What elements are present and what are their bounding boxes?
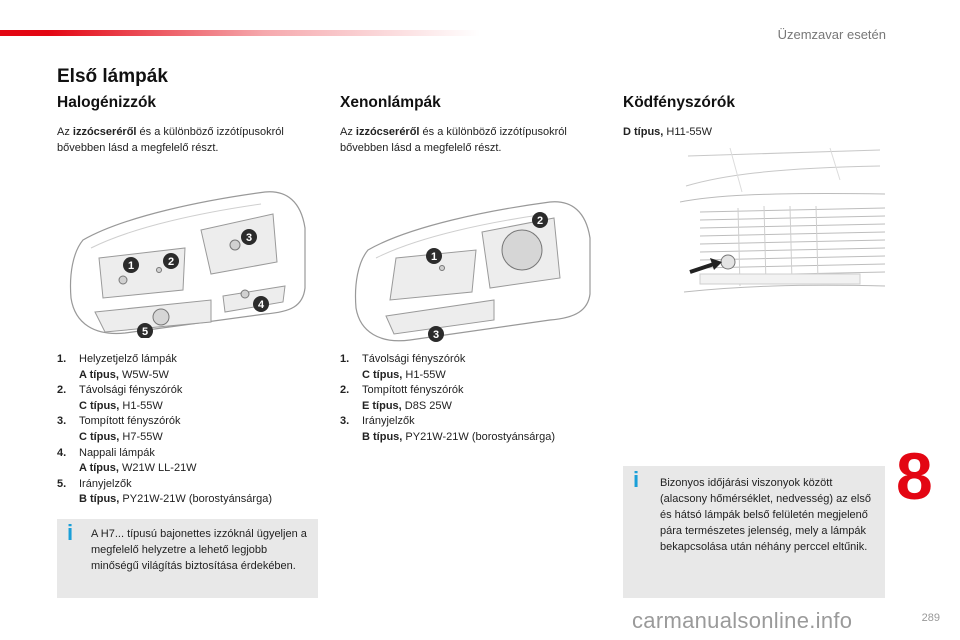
list-item: 2. Tompított fényszórók E típus, D8S 25W bbox=[340, 384, 464, 412]
fog-title: Ködfényszórók bbox=[623, 94, 735, 111]
svg-text:3: 3 bbox=[245, 232, 253, 244]
xenon-lamp-list bbox=[340, 352, 610, 446]
xenon-column bbox=[340, 94, 610, 156]
halogen-info-text: A H7... típusú bajonettes izzóknál ügyeljen a megfelelő helyzetre a lehető legjobb minőségű világítás biztosítása érdekében. bbox=[91, 528, 307, 572]
chapter-number: 8 bbox=[896, 439, 933, 513]
fog-column bbox=[623, 94, 893, 140]
svg-text:4: 4 bbox=[257, 299, 265, 311]
list-item: 2. Távolsági fényszórók C típus, H1-55W bbox=[57, 384, 183, 412]
halogen-headlamp-figure bbox=[65, 188, 315, 338]
xenon-callout-2 bbox=[532, 212, 548, 228]
fog-type: D típus, H11-55W bbox=[623, 126, 713, 138]
list-item: 4. Nappali lámpák A típus, W21W LL-21W bbox=[57, 446, 197, 475]
watermark: carmanualsonline.info bbox=[632, 608, 853, 633]
halogen-column bbox=[57, 94, 327, 156]
list-item: 5. Irányjelzők B típus, PY21W-21W (borostyánsárga) bbox=[57, 477, 272, 506]
section-header: Üzemzavar esetén bbox=[777, 27, 886, 42]
halogen-intro: Az izzócseréről és a különböző izzótípusokról bővebben lásd a megfelelő részt. bbox=[57, 126, 284, 154]
xenon-callout-1 bbox=[426, 248, 442, 264]
halogen-callout-3 bbox=[241, 229, 257, 245]
halogen-title: Halogénizzók bbox=[57, 94, 157, 111]
halogen-callout-4 bbox=[253, 296, 269, 312]
xenon-callout-3 bbox=[428, 326, 444, 342]
xenon-headlamp-figure bbox=[350, 198, 600, 346]
list-item: 1. Helyzetjelző lámpák A típus, W5W-5W bbox=[57, 353, 177, 381]
svg-text:2: 2 bbox=[536, 215, 544, 227]
halogen-lamp-list bbox=[57, 352, 322, 508]
info-icon: i bbox=[67, 520, 74, 545]
info-icon: i bbox=[633, 467, 640, 492]
svg-text:2: 2 bbox=[167, 256, 175, 268]
page-number: 289 bbox=[921, 612, 940, 624]
list-item: 1. Távolsági fényszórók C típus, H1-55W bbox=[340, 353, 466, 381]
fog-info-text: Bizonyos időjárási viszonyok között (alacsony hőmérséklet, nedvesség) az első és hátsó lámpák belső felületén megjelenő pára természetes jelenség, mely a lámpák bekapcsolása után néhány perccel eltűnik. bbox=[660, 477, 871, 553]
halogen-callout-1 bbox=[123, 257, 139, 273]
halogen-callout-2 bbox=[163, 253, 179, 269]
fog-info-box bbox=[623, 466, 885, 598]
list-item: 3. Tompított fényszórók C típus, H7-55W bbox=[57, 415, 181, 443]
header-red-bar bbox=[0, 30, 480, 36]
svg-text:5: 5 bbox=[141, 326, 149, 338]
fog-lamp-figure bbox=[680, 146, 885, 326]
svg-text:1: 1 bbox=[127, 260, 135, 272]
svg-text:3: 3 bbox=[432, 329, 440, 341]
svg-text:1: 1 bbox=[430, 251, 438, 263]
page-title: Első lámpák bbox=[57, 66, 168, 87]
xenon-intro: Az izzócseréről és a különböző izzótípusokról bővebben lásd a megfelelő részt. bbox=[340, 126, 567, 154]
halogen-info-box bbox=[57, 519, 318, 598]
list-item: 3. Irányjelzők B típus, PY21W-21W (borostyánsárga) bbox=[340, 415, 555, 443]
xenon-title: Xenonlámpák bbox=[340, 94, 441, 111]
